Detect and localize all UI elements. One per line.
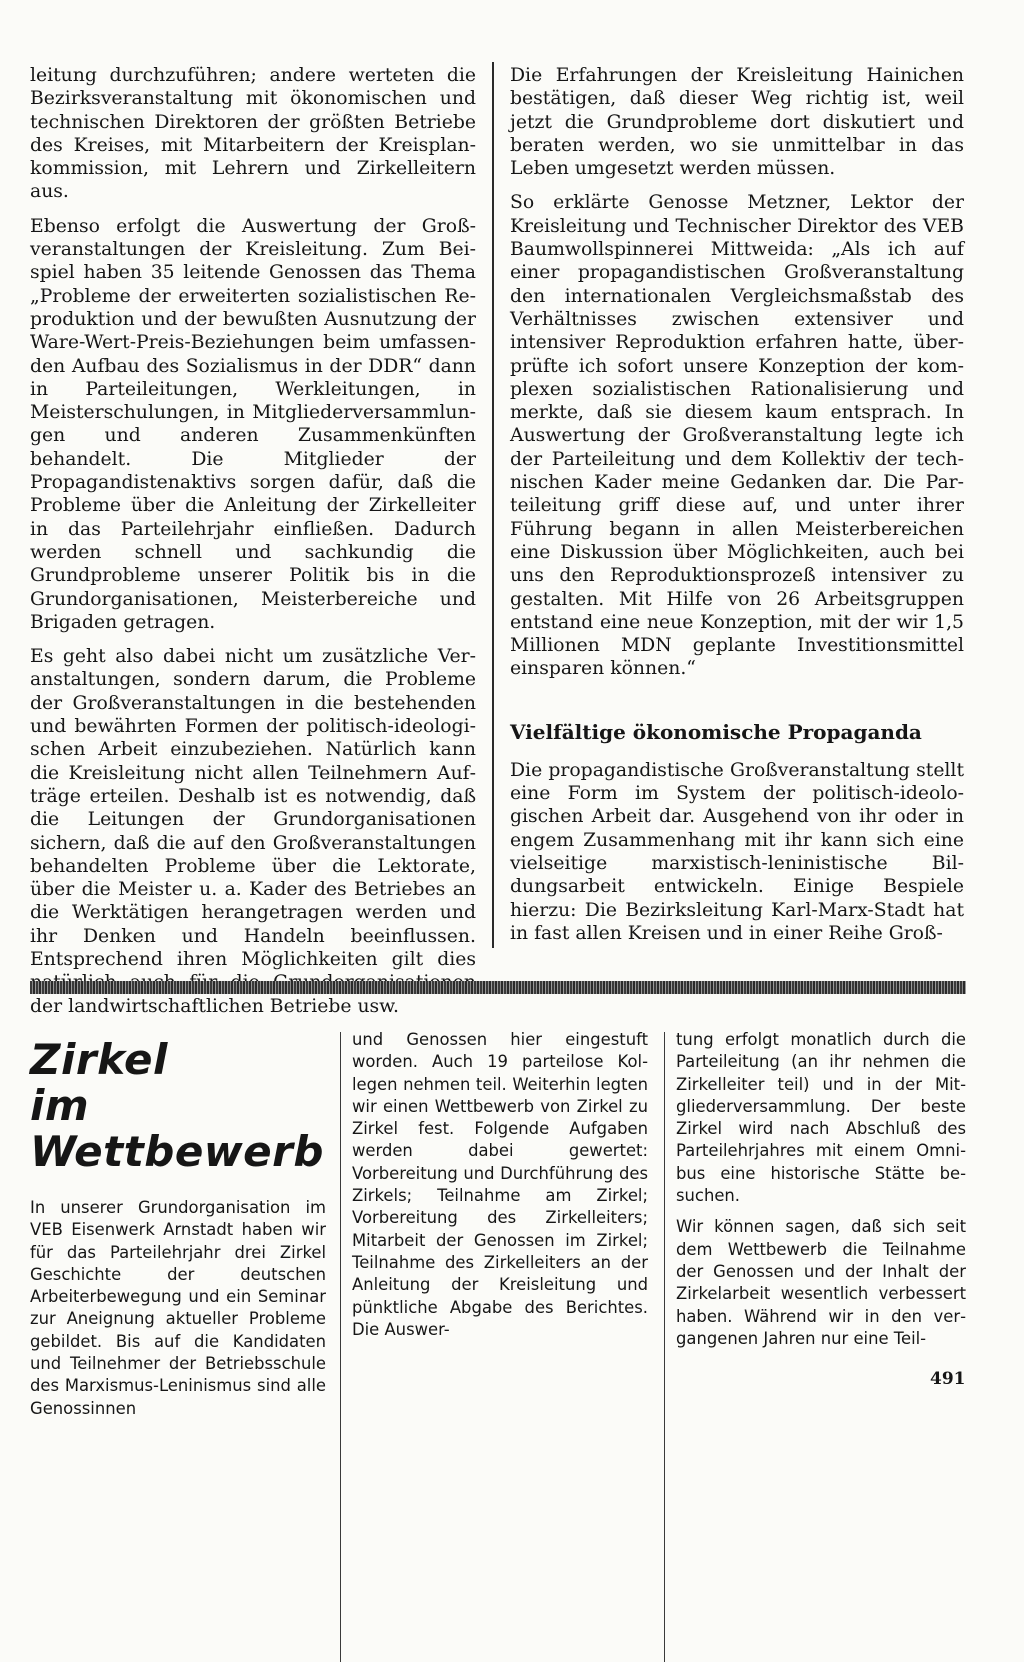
column-divider (492, 62, 494, 948)
paragraph: Die Erfahrungen der Kreisleitung Hainichen bestätigen, daß dieser Weg richtig ist, weil jetzt die Grundprobleme dort diskutiert und beraten werden, wo sie unmittelbar in das Leben umgesetzt werden müssen. (510, 65, 964, 180)
right-text-column (510, 64, 964, 956)
paragraph: Ebenso erfolgt die Auswertung der Großveranstaltungen der Kreisleitung. Zum Beispiel haben 35 leitende Genossen das Thema „Probleme der erweiterten sozialistischen Reproduktion und der bewußten Ausnutzung der Ware-Wert-Preis-Beziehungen beim umfassenden Aufbau des Sozialismus in der DDR“ dann in Parteileitungen, Werkleitungen, in Meisterschulungen, in Mitgliederversammlungen und anderen Zusammenkünften behandelt. Die Mitglieder der Propagandistenaktivs sorgen dafür, daß die Probleme über die Anleitung der Zirkelleiter in das Parteilehrjahr einfließen. Dadurch werden schnell und sachkundig die Grundprobleme unserer Politik bis in die Grundorganisationen, Meisterbereiche und Brigaden getragen. (30, 215, 476, 633)
section-heading: Vielfältige ökonomische Propaganda (510, 719, 922, 744)
left-text-column (30, 64, 476, 1029)
box-column-divider (340, 1032, 341, 1662)
paragraph: Es geht also dabei nicht um zusätzliche Veranstaltungen, sondern darum, die Probleme der Großveranstaltungen in die bestehenden und bewährten Formen der politisch-ideologischen Arbeit einzubeziehen. Natürlich kann die Kreisleitung nicht allen Teilnehmern Aufträge erteilen. Deshalb ist es notwendig, daß die Leitungen der Grundorganisationen sichern, daß die auf den Großveranstaltungen behandelten Probleme über die Lektorate, über die Meister u. a. Kader des Betriebes an die Werktätigen herangetragen werden und ihr Denken und Handeln beeinflussen. Entsprechend ihren Möglichkeiten gilt dies der landwirtschaftlichen Betriebe usw. (30, 646, 476, 1017)
paragraph: So erklärte Genosse Metzner, Lektor der Kreisleitung und Technischer Direktor des VEB Baumwollspinnerei Mittweida: „Als ich auf einer propagandistischen Großveranstaltung den internationalen Vergleichsmaßstab des Verhältnisses zwischen extensiver und intensiver Reproduktion erfahren hatte, überprüfte ich sofort unsere Konzeption der komplexen sozialistischen Rationalisierung und merkte, daß sie diesem kaum entsprach. In Auswertung der Großveranstaltung legte ich der Parteileitung und dem Kollektiv der technischen Kader meine Gedanken dar. Die Parteileitung griff diese auf, und unter ihrer Führung begann in allen Meisterbereichen eine Diskussion über Möglichkeiten, auch bei uns den Reproduktionsprozeß intensiver zu gestalten. Mit Hilfe von 26 Arbeitsgruppen entstand eine neue Konzeption, mit der wir 1,5 Millionen MDN geplante Investitionsmittel einsparen können.“ (510, 192, 964, 680)
box-column-1 (30, 1029, 326, 1429)
box-title-line: im Wettbewerb (30, 1081, 324, 1176)
paragraph: Wir können sagen, daß sich seit dem Wettbewerb die Teilnahme der Genossen und der Inhalt der Zirkelarbeit wesentlich verbessert haben. Während wir in den vergangenen Jahren nur eine Teil- (676, 1217, 966, 1348)
paragraph: und Genossen hier eingestuft worden. Auch 19 parteilose Kollegen nehmen teil. Weiterhin legten wir einen Wettbewerb von Zirkel zu Zirkel fest. Folgende Aufgaben werden dabei gewertet: Vorbereitung und Durchführung des Zirkels; Teilnahme am Zirkel; Vorbereitung des Zirkelleiters; Mitarbeit der Genossen im Zirkel; Teilnahme des Zirkelleiters an der Anleitung der Kreisleitung und pünktliche Abgabe des Berichtes. Die Auswer- (352, 1030, 648, 1339)
paragraph: tung erfolgt monatlich durch die Parteileitung (an ihr nehmen die Zirkelleiter teil) und in der Mitgliederversammlung. Der beste Zirkel wird nach Abschluß des Parteilehrjahres mit einem Omnibus eine historische Stätte besuchen. (676, 1030, 966, 1206)
box-title-line: Zirkel (30, 1035, 168, 1084)
box-column-2 (352, 1029, 648, 1350)
box-column-3 (676, 1029, 966, 1359)
box-column-divider (664, 1032, 665, 1662)
paragraph: leitung durchzuführen; andere werteten die Bezirksveranstaltung mit ökonomischen und technischen Direktoren der größten Betriebe des Kreises, mit Mitarbeitern der Kreisplankommission, mit Lehrern und Zirkelleitern aus. (30, 65, 476, 203)
page-number: 491 (930, 1369, 966, 1389)
section-separator-band (30, 981, 966, 994)
box-title (30, 1037, 326, 1175)
paragraph: Die propagandistische Großveranstaltung stellt eine Form im System der politisch-ideologischen Arbeit dar. Ausgehend von ihr oder in engem Zusammenhang mit ihr kann sich eine vielseitige marxistisch-leninistische Bildungsarbeit entwickeln. Einige Bespiele hierzu: Die Bezirksleitung Karl-Marx-Stadt hat in fast allen Kreisen und in einer Reihe Groß- (510, 759, 964, 944)
paragraph: In unserer Grundorganisation im VEB Eisenwerk Arnstadt haben wir für das Parteilehrjahr drei Zirkel Geschichte der deutschen Arbeiterbewegung und ein Seminar zur Aneignung aktueller Probleme gebildet. Bis auf die Kandidaten und Teilnehmer der Betriebsschule des Marxismus-Leninismus sind alle Genossinnen (30, 1198, 326, 1418)
